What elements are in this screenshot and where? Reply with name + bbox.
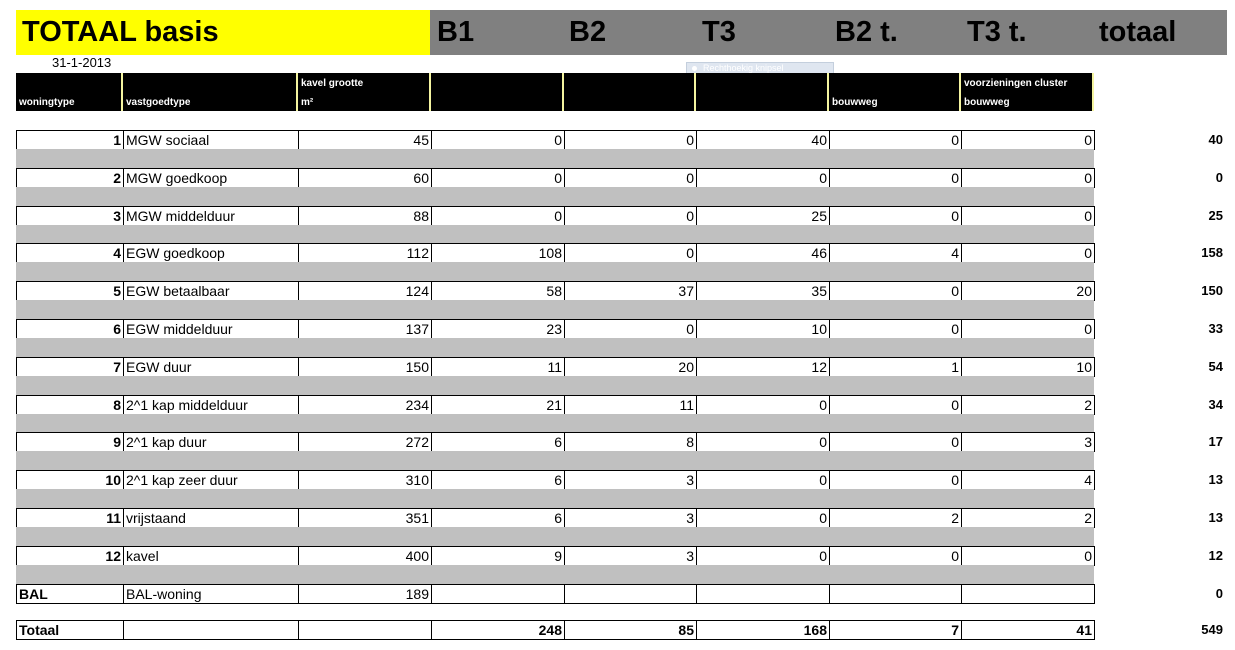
cell-b2: 3: [564, 470, 697, 490]
cell-b2t: 2: [829, 508, 962, 528]
cell-b1: 0: [431, 130, 565, 150]
row-spacer: [16, 149, 1094, 168]
bal-cell-b2t: [829, 584, 962, 604]
cell-b2t: 0: [829, 546, 962, 566]
header-b2: [564, 73, 696, 111]
cell-type: MGW goedkoop: [123, 168, 299, 188]
row-total: 25: [1208, 208, 1223, 223]
header-kavel-unit: m²: [301, 97, 314, 108]
bal-row-total: 0: [1215, 586, 1223, 601]
bal-cell-b1: [431, 584, 565, 604]
row-spacer: [16, 527, 1094, 546]
header-b1: [431, 73, 564, 111]
header-t3t: [961, 73, 1094, 111]
header-t3: [696, 73, 829, 111]
total-cell-b2: 85: [564, 620, 697, 640]
cell-type: kavel: [123, 546, 299, 566]
cell-b1: 6: [431, 432, 565, 452]
cell-b1: 6: [431, 508, 565, 528]
cell-t3: 40: [696, 130, 830, 150]
total-cell-kavel: [298, 620, 432, 640]
cell-type: vrijstaand: [123, 508, 299, 528]
cell-b2t: 0: [829, 395, 962, 415]
cell-b1: 108: [431, 243, 565, 263]
cell-b1: 21: [431, 395, 565, 415]
total-cell-b2t: 7: [829, 620, 962, 640]
cell-nr: 4: [16, 243, 124, 263]
cell-b2t: 0: [829, 130, 962, 150]
cell-t3t: 0: [961, 130, 1095, 150]
cell-kavel: 60: [298, 168, 432, 188]
column-title-b1: B1: [437, 16, 475, 48]
cell-b1: 0: [431, 168, 565, 188]
cell-nr: 8: [16, 395, 124, 415]
total-cell-type: [123, 620, 299, 640]
cell-type: EGW middelduur: [123, 319, 299, 339]
row-spacer: [16, 225, 1094, 244]
report-date: 31-1-2013: [52, 55, 112, 70]
cell-nr: 7: [16, 357, 124, 377]
cell-nr: 1: [16, 130, 124, 150]
snipping-tooltip: Rechthoekig knipsel: [686, 62, 834, 74]
header-t3t-label-2: bouwweg: [964, 97, 1010, 108]
cell-b2t: 0: [829, 432, 962, 452]
cell-t3: 25: [696, 206, 830, 226]
cell-kavel: 351: [298, 508, 432, 528]
cell-nr: 9: [16, 432, 124, 452]
cell-t3t: 0: [961, 319, 1095, 339]
cell-kavel: 45: [298, 130, 432, 150]
cell-b2: 37: [564, 281, 697, 301]
cell-b2t: 0: [829, 470, 962, 490]
cell-t3t: 10: [961, 357, 1095, 377]
row-total: 0: [1215, 170, 1223, 185]
cell-t3: 0: [696, 395, 830, 415]
cell-t3: 35: [696, 281, 830, 301]
cell-type: EGW betaalbaar: [123, 281, 299, 301]
cell-b2t: 0: [829, 281, 962, 301]
row-spacer: [16, 262, 1094, 281]
cell-b2: 0: [564, 243, 697, 263]
row-total: 13: [1208, 472, 1223, 487]
cell-b2t: 0: [829, 319, 962, 339]
cell-b1: 6: [431, 470, 565, 490]
cell-b2: 0: [564, 319, 697, 339]
cell-kavel: 150: [298, 357, 432, 377]
cell-t3: 0: [696, 508, 830, 528]
total-cell-t3: 168: [696, 620, 830, 640]
row-total: 34: [1208, 397, 1223, 412]
cell-nr: 10: [16, 470, 124, 490]
row-total: 54: [1208, 359, 1223, 374]
cell-kavel: 400: [298, 546, 432, 566]
cell-t3t: 0: [961, 206, 1095, 226]
row-spacer: [16, 187, 1094, 206]
header-kavel: [298, 73, 431, 111]
row-spacer: [16, 565, 1094, 584]
cell-b1: 0: [431, 206, 565, 226]
cell-t3: 0: [696, 470, 830, 490]
cell-type: MGW middelduur: [123, 206, 299, 226]
cell-b2: 0: [564, 206, 697, 226]
header-woningtype: [16, 73, 123, 111]
total-cell-nr: Totaal: [16, 620, 124, 640]
column-title-totaal: totaal: [1099, 16, 1177, 48]
cell-kavel: 234: [298, 395, 432, 415]
cell-kavel: 310: [298, 470, 432, 490]
cell-t3t: 20: [961, 281, 1095, 301]
cell-kavel: 124: [298, 281, 432, 301]
cell-type: 2^1 kap duur: [123, 432, 299, 452]
row-total: 13: [1208, 510, 1223, 525]
sheet-title: TOTAAL basis: [22, 16, 219, 48]
header-vastgoedtype: [123, 73, 298, 111]
cell-kavel: 272: [298, 432, 432, 452]
cell-b1: 58: [431, 281, 565, 301]
cell-nr: 6: [16, 319, 124, 339]
row-spacer: [16, 451, 1094, 470]
grand-total: 549: [1201, 622, 1223, 637]
cell-nr: 11: [16, 508, 124, 528]
cell-b2t: 4: [829, 243, 962, 263]
bal-cell-kavel: 189: [298, 584, 432, 604]
header-vastgoedtype-label: vastgoedtype: [126, 97, 191, 108]
cell-nr: 3: [16, 206, 124, 226]
cell-kavel: 137: [298, 319, 432, 339]
cell-t3t: 2: [961, 508, 1095, 528]
header-t3t-label-1: voorzieningen cluster: [964, 78, 1068, 89]
cell-nr: 5: [16, 281, 124, 301]
row-spacer: [16, 338, 1094, 357]
header-woningtype-label: woningtype: [19, 97, 75, 108]
cell-b2: 0: [564, 130, 697, 150]
cell-t3t: 3: [961, 432, 1095, 452]
bal-cell-type: BAL-woning: [123, 584, 299, 604]
cell-t3t: 4: [961, 470, 1095, 490]
total-cell-t3t: 41: [961, 620, 1095, 640]
cell-t3t: 0: [961, 168, 1095, 188]
cell-t3: 10: [696, 319, 830, 339]
cell-type: 2^1 kap zeer duur: [123, 470, 299, 490]
row-spacer: [16, 376, 1094, 395]
header-b2t-label: bouwweg: [832, 97, 878, 108]
cell-b1: 23: [431, 319, 565, 339]
cell-t3: 0: [696, 546, 830, 566]
cell-kavel: 88: [298, 206, 432, 226]
cell-t3: 46: [696, 243, 830, 263]
cell-t3t: 0: [961, 546, 1095, 566]
header-b2t: [829, 73, 961, 111]
bal-cell-b2: [564, 584, 697, 604]
row-total: 40: [1208, 132, 1223, 147]
cell-t3t: 2: [961, 395, 1095, 415]
column-title-b2: B2: [569, 16, 607, 48]
cell-t3: 0: [696, 168, 830, 188]
row-spacer: [16, 489, 1094, 508]
row-spacer: [16, 300, 1094, 319]
cell-type: EGW duur: [123, 357, 299, 377]
cell-t3t: 0: [961, 243, 1095, 263]
cell-kavel: 112: [298, 243, 432, 263]
cell-b2: 11: [564, 395, 697, 415]
cell-b2: 8: [564, 432, 697, 452]
cell-b1: 11: [431, 357, 565, 377]
row-total: 33: [1208, 321, 1223, 336]
cell-b1: 9: [431, 546, 565, 566]
row-spacer: [16, 414, 1094, 433]
cell-t3: 12: [696, 357, 830, 377]
column-title-b2t: B2 t.: [835, 16, 898, 48]
cell-type: EGW goedkoop: [123, 243, 299, 263]
row-total: 150: [1201, 283, 1223, 298]
cell-b2t: 0: [829, 206, 962, 226]
cell-nr: 2: [16, 168, 124, 188]
row-total: 17: [1208, 434, 1223, 449]
row-total: 158: [1201, 245, 1223, 260]
bal-cell-t3: [696, 584, 830, 604]
row-total: 12: [1208, 548, 1223, 563]
cell-nr: 12: [16, 546, 124, 566]
cell-b2: 3: [564, 546, 697, 566]
cell-b2t: 0: [829, 168, 962, 188]
cell-b2: 0: [564, 168, 697, 188]
cell-b2: 20: [564, 357, 697, 377]
column-title-t3: T3: [702, 16, 736, 48]
cell-type: 2^1 kap middelduur: [123, 395, 299, 415]
cell-b2t: 1: [829, 357, 962, 377]
header-kavel-label: kavel grootte: [301, 78, 364, 89]
total-cell-b1: 248: [431, 620, 565, 640]
cell-b2: 3: [564, 508, 697, 528]
bal-cell-nr: BAL: [16, 584, 124, 604]
column-title-t3t: T3 t.: [967, 16, 1027, 48]
cell-type: MGW sociaal: [123, 130, 299, 150]
cell-t3: 0: [696, 432, 830, 452]
bal-cell-t3t: [961, 584, 1095, 604]
